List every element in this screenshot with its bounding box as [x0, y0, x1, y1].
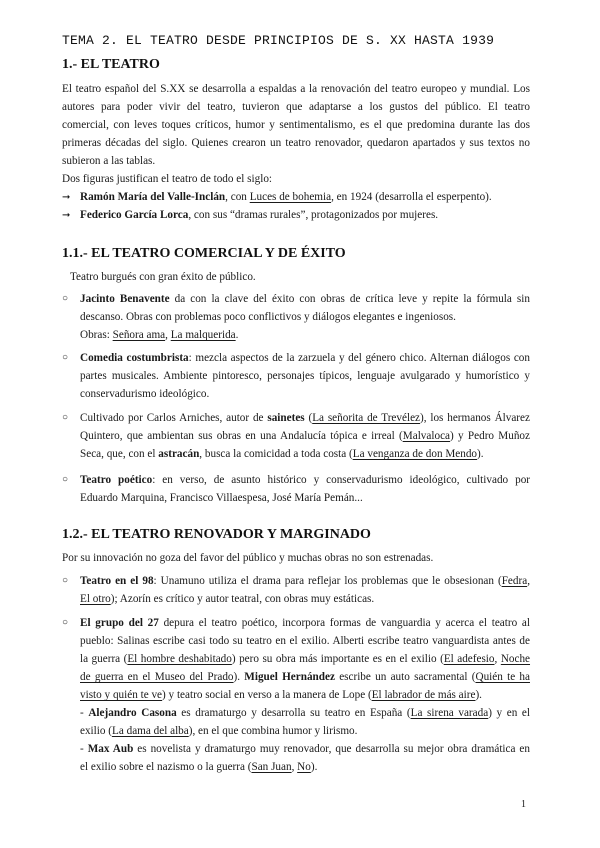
arrow-icon: ➞: [62, 192, 71, 203]
text: , con: [225, 191, 250, 203]
section-heading-renovador: 1.2.- EL TEATRO RENOVADOR Y MARGINADO: [62, 527, 371, 542]
item-line: [80, 650, 530, 668]
item-line: [80, 471, 530, 489]
work-title: La señorita de Trevélez: [312, 412, 420, 424]
item-line: [80, 290, 530, 308]
item-line: [80, 349, 530, 367]
text: la guerra (: [80, 653, 128, 665]
item-line: [80, 614, 530, 632]
text: (: [304, 412, 313, 424]
arrow-icon: ➞: [62, 210, 71, 221]
text: ).: [233, 671, 245, 683]
text: ).: [475, 689, 482, 701]
item-line: descanso. Obras con problemas poco conflictivos y diálogos elegantes e ingeniosos.: [80, 311, 456, 323]
term: sainetes: [267, 412, 305, 424]
item-line: [80, 758, 530, 776]
work-title: El hombre deshabitado: [127, 653, 232, 665]
bullet-icon: ○: [62, 293, 69, 304]
text: ) y Pedro Muñoz: [450, 430, 530, 442]
author-name: Ramón María del Valle-Inclán: [80, 191, 226, 203]
section-intro: [62, 549, 530, 567]
grupo-27-body: [80, 632, 530, 776]
text: : en verso, de asunto histórico y conservadurismo ideológico, cultivado por: [152, 474, 531, 486]
bullet-icon: ○: [62, 474, 69, 485]
work-title: Noche: [500, 653, 531, 665]
text: , busca la comicidad a toda costa (: [199, 448, 353, 460]
work-title: Quién te ha: [475, 671, 530, 683]
item-line: [80, 704, 530, 722]
author-name: Max Aub: [87, 743, 134, 755]
intro-line: Por su innovación no goza del favor del público y muchas obras no son estrenadas.: [62, 552, 434, 564]
text: ,: [291, 761, 298, 773]
document-title: TEMA 2. EL TEATRO DESDE PRINCIPIOS DE S. XX HASTA 1939: [62, 33, 495, 48]
section-heading-comercial: 1.1.- EL TEATRO COMERCIAL Y DE ÉXITO: [62, 246, 346, 261]
text: Quintero, que ambientan sus obras en una Andalucía tópica e irreal (: [80, 430, 403, 442]
lead-line: Dos figuras justifican el teatro de todo el siglo:: [62, 173, 273, 185]
work-title: de guerra en el Museo del Prado: [80, 671, 234, 683]
term: astracán: [158, 448, 200, 460]
text: Cultivado por Carlos Arniches, autor de: [80, 412, 268, 424]
bullet-icon: ○: [62, 352, 69, 363]
bullet-icon: ○: [62, 617, 69, 628]
author-name: Alejandro Casona: [88, 707, 177, 719]
paragraph-line: autores para poder vivir del teatro, tuvieron que adaptarse a los gustos del público. El teatro: [62, 101, 530, 113]
text: ).: [477, 448, 484, 460]
item-line: [80, 572, 530, 590]
work-title: Señora ama: [112, 329, 166, 341]
text: exilio (: [80, 725, 113, 737]
item-line: [80, 409, 530, 427]
text: ), en el que combina humor y lirismo.: [188, 725, 358, 737]
item-line: [80, 722, 530, 740]
text: ,: [527, 575, 530, 587]
text: ); Azorín es crítico y autor teatral, con obras muy estáticas.: [110, 593, 375, 605]
genre-name: Teatro poético: [80, 474, 153, 486]
item-line: [80, 427, 530, 445]
text: -: [80, 707, 89, 719]
author-name: Jacinto Benavente: [80, 293, 170, 305]
text: da con la clave del éxito con obras de crítica leve y repite la fórmula sin: [169, 293, 530, 305]
intro-line: Teatro burgués con gran éxito de público.: [70, 271, 256, 283]
figure-item-valle-inclan: [62, 188, 532, 207]
text: escribe un auto sacramental (: [334, 671, 476, 683]
work-title: La venganza de don Mendo: [352, 448, 478, 460]
bullet-icon: ○: [62, 575, 69, 586]
work-title: El labrador de más aire: [371, 689, 476, 701]
text: ,: [165, 329, 171, 341]
work-title: Luces de bohemia: [249, 191, 332, 203]
bullet-icon: ○: [62, 412, 69, 423]
work-title: No: [297, 761, 311, 773]
work-title: Fedra: [501, 575, 528, 587]
work-title: San Juan: [251, 761, 292, 773]
work-title: El adefesio: [443, 653, 495, 665]
paragraph-line: primeras décadas del siglo. Quienes crearon un teatro renovador, quedaron apartados y sus textos no: [62, 137, 530, 149]
text: ) y teatro social en verso a la manera de Lope (: [162, 689, 372, 701]
text: Seca, que, con el: [80, 448, 159, 460]
item-line: [80, 668, 530, 686]
section-heading-teatro: 1.- EL TEATRO: [62, 57, 160, 72]
work-title: La dama del alba: [112, 725, 189, 737]
item-line: Eduardo Marquina, Francisco Villaespesa, José María Pemán...: [80, 492, 363, 504]
text: ,: [494, 653, 501, 665]
page-number: 1: [521, 799, 526, 810]
text: .: [235, 329, 239, 341]
work-title: El otro: [80, 593, 111, 605]
text: ) y en el: [488, 707, 530, 719]
item-line: [80, 590, 530, 608]
text: ) pero su obra más importante es en el exilio (: [231, 653, 444, 665]
text: el exilio sobre el nazismo o la guerra (: [80, 761, 252, 773]
item-line: partes musicales. Ambiente pintoresco, personajes típicos, lenguaje avulgarado y humorístico y: [80, 370, 530, 382]
text: depura el teatro poético, incorpora formas de vanguardia y acerca el teatro al: [158, 617, 530, 629]
work-title: visto y quién te ve: [80, 689, 163, 701]
text: es dramaturgo y desarrolla su teatro en España (: [176, 707, 411, 719]
text: es novelista y dramaturgo muy renovador, que desarrolla su mejor obra dramática en: [133, 743, 530, 755]
text: , en 1924 (desarrolla el esperpento).: [331, 191, 492, 203]
item-line: [80, 740, 530, 758]
work-title: La sirena varada: [410, 707, 489, 719]
item-line: [80, 326, 530, 344]
text: -: [80, 743, 88, 755]
text: : mezcla aspectos de la zarzuela y del género chico. Alternan diálogos con: [188, 352, 530, 364]
paragraph-line: comercial, con leves toques críticos, humor y sentimentalismo, es el que predomina durante las dos: [62, 119, 530, 131]
text: Obras:: [80, 329, 113, 341]
text: , con sus “dramas rurales”, protagonizados por mujeres.: [188, 209, 439, 221]
genre-name: Comedia costumbrista: [80, 352, 189, 364]
item-line: pueblo: Salinas escribe casi todo su teatro en el exilio. Alberti escribe teatro vanguardista antes de: [80, 635, 530, 647]
work-title: Malvaloca: [402, 430, 450, 442]
item-line: [80, 445, 530, 463]
paragraph-line: El teatro español del S.XX se desarrolla a espaldas a la renovación del teatro europeo y mundial. Los: [62, 83, 530, 95]
intro-paragraph: [62, 80, 530, 188]
text: : Unamuno utiliza el drama para reflejar los problemas que le obsesionan (: [153, 575, 502, 587]
author-name: Miguel Hernández: [244, 671, 335, 683]
work-title: La malquerida: [170, 329, 236, 341]
section-intro: [70, 268, 538, 286]
paragraph-line: subieron a las tablas.: [62, 155, 156, 167]
figure-item-lorca: [62, 206, 532, 225]
group-name: El grupo del 27: [80, 617, 159, 629]
item-line: [80, 686, 530, 704]
text: ), los hermanos Álvarez: [420, 412, 530, 424]
author-name: Federico García Lorca: [80, 209, 189, 221]
text: ).: [310, 761, 318, 773]
item-line: conservadurismo ideológico.: [80, 388, 210, 400]
group-name: Teatro en el 98: [80, 575, 154, 587]
